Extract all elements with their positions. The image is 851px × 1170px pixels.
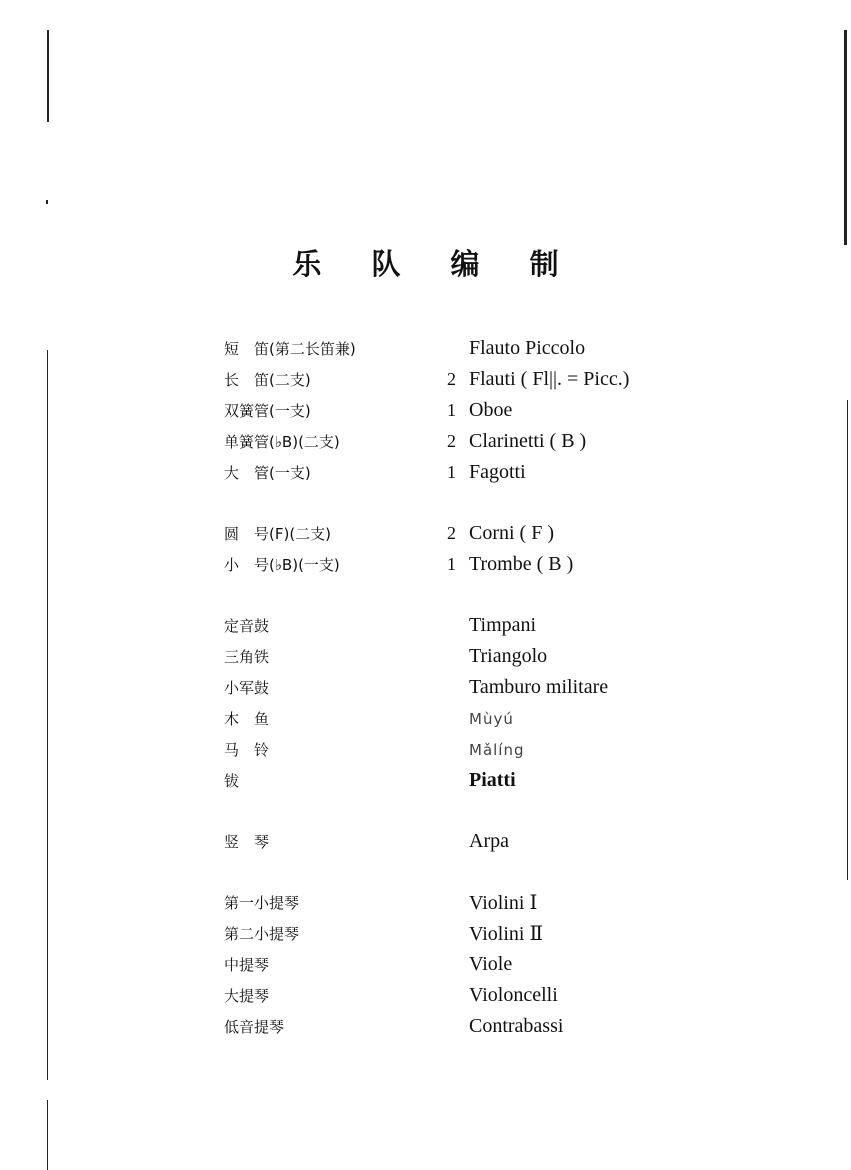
scan-edge-left <box>47 350 48 1080</box>
instrument-name-it: Contrabassi <box>469 1015 564 1037</box>
instrument-row <box>224 641 784 672</box>
instrument-name-it: Viole <box>469 953 513 975</box>
instrument-row <box>224 333 784 364</box>
instrument-name-it: Piatti <box>469 769 516 791</box>
instrument-name-cn: 圆 号(F)(二支) <box>224 525 332 543</box>
instrument-count: 2 <box>447 431 456 451</box>
instrument-name-it: Flauti ( Fl||. = Picc.) <box>469 368 630 390</box>
group-brass <box>224 518 784 580</box>
instrument-name-it: Timpani <box>469 614 537 636</box>
scan-edge-left-tick <box>46 200 48 204</box>
group-harp <box>224 826 784 857</box>
instrument-name-cn: 定音鼓 <box>224 617 270 635</box>
instrument-name-it: Violoncelli <box>469 984 558 1006</box>
instrument-name-cn: 大 管(一支) <box>224 464 311 482</box>
instrument-name-cn: 第一小提琴 <box>224 894 300 912</box>
instrument-name-it: Violini Ⅱ <box>469 923 544 945</box>
instrument-name-cn: 小 号(♭B)(一支) <box>224 556 340 574</box>
instrument-name-cn: 短 笛(第二长笛兼) <box>224 340 356 358</box>
instrument-name-it: Oboe <box>469 399 513 421</box>
instrument-row <box>224 918 784 949</box>
page-title: 乐 队 编 制 <box>292 247 579 281</box>
instrument-name-cn: 低音提琴 <box>224 1018 285 1036</box>
instrument-name-cn: 中提琴 <box>224 956 270 974</box>
instrument-name-it: Fagotti <box>469 461 526 483</box>
instrument-row <box>224 949 784 980</box>
instrument-name-it: Violini Ⅰ <box>469 892 538 914</box>
instrument-row <box>224 765 784 796</box>
instrument-row <box>224 426 784 457</box>
instrument-name-cn: 单簧管(♭B)(二支) <box>224 433 340 451</box>
instrument-name-it: Trombe ( B ) <box>469 553 574 575</box>
instrument-name-it: Arpa <box>469 830 509 852</box>
instrument-name-cn: 竖 琴 <box>224 833 270 851</box>
instrument-name-it: Mǎlíng <box>469 740 525 759</box>
instrument-count: 2 <box>447 369 456 389</box>
scan-edge-left-bottom <box>47 1100 48 1170</box>
instrument-name-it: Corni ( F ) <box>469 522 554 544</box>
instrument-row <box>224 980 784 1011</box>
group-woodwinds <box>224 333 784 488</box>
instrument-row <box>224 610 784 641</box>
instrument-name-cn: 小军鼓 <box>224 679 270 697</box>
group-percussion <box>224 610 784 796</box>
instrument-name-it: Triangolo <box>469 645 548 667</box>
orchestration-list <box>224 333 784 1042</box>
instrument-count: 1 <box>447 400 456 420</box>
instrument-row <box>224 364 784 395</box>
scan-edge-right-top <box>844 30 847 245</box>
group-strings <box>224 887 784 1042</box>
instrument-name-it: Tamburo militare <box>469 676 609 698</box>
scan-edge-right <box>847 400 848 880</box>
instrument-name-it: Flauto Piccolo <box>469 337 586 359</box>
instrument-name-it: Mùyú <box>469 709 514 728</box>
instrument-count: 1 <box>447 462 456 482</box>
instrument-row <box>224 703 784 734</box>
instrument-name-cn: 马 铃 <box>224 741 270 759</box>
instrument-name-cn: 长 笛(二支) <box>224 371 311 389</box>
instrument-row <box>224 395 784 426</box>
instrument-row <box>224 826 784 857</box>
instrument-row <box>224 549 784 580</box>
instrument-count: 1 <box>447 554 456 574</box>
scan-edge-left-top <box>47 30 49 122</box>
instrument-name-cn: 木 鱼 <box>224 710 270 728</box>
instrument-name-cn: 第二小提琴 <box>224 925 300 943</box>
instrument-count: 2 <box>447 523 456 543</box>
instrument-name-it: Clarinetti ( B ) <box>469 430 587 452</box>
instrument-name-cn: 钹 <box>224 772 240 790</box>
instrument-row <box>224 672 784 703</box>
instrument-row <box>224 734 784 765</box>
instrument-row <box>224 457 784 488</box>
instrument-row <box>224 887 784 918</box>
instrument-row <box>224 1011 784 1042</box>
instrument-name-cn: 大提琴 <box>224 987 270 1005</box>
instrument-name-cn: 双簧管(一支) <box>224 402 311 420</box>
instrument-name-cn: 三角铁 <box>224 648 270 666</box>
instrument-row <box>224 518 784 549</box>
